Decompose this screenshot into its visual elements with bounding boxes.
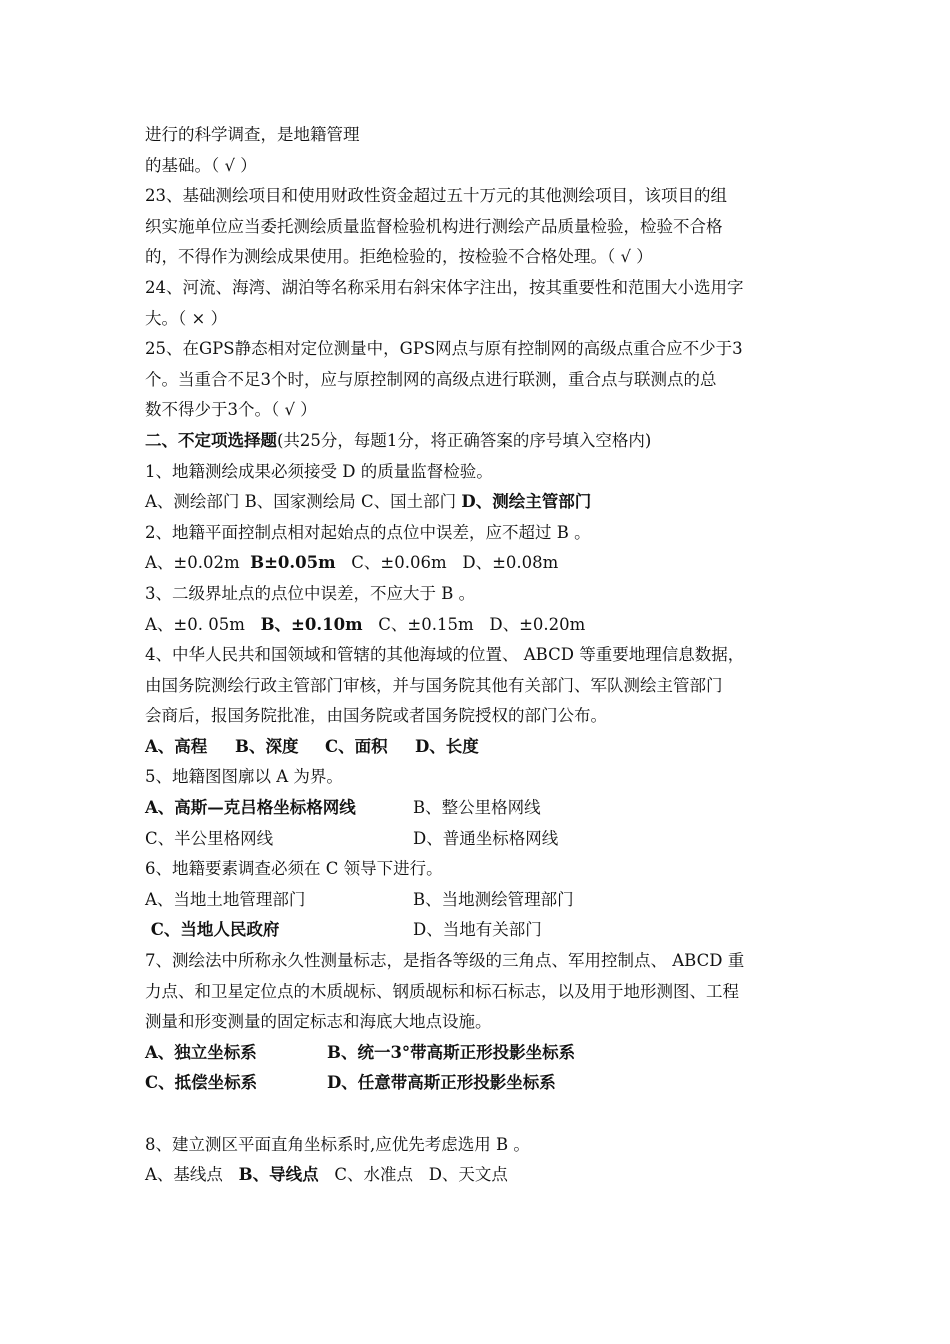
options-q5-row2 [145, 824, 810, 855]
question-5: 5、地籍图图廓以 A 为界。 [145, 767, 343, 787]
option-text: C、水准点 D、天文点 [318, 1165, 508, 1185]
options-q2 [145, 548, 810, 579]
options-q7-row1 [145, 1038, 810, 1069]
text-line: 个。当重合不足3个时，应与原控制网的高级点进行联测，重合点与联测点的总 [145, 369, 717, 389]
correct-option: D、任意带高斯正形投影坐标系 [327, 1073, 556, 1093]
correct-option: B、统一3°带高斯正形投影坐标系 [327, 1042, 576, 1062]
text-line: 由国务院测绘行政主管部门审核，并与国务院其他有关部门、军队测绘主管部门 [145, 675, 723, 695]
option-text: A、基线点 [145, 1165, 239, 1185]
text-line: 会商后，报国务院批准，由国务院或者国务院授权的部门公布。 [145, 706, 607, 726]
option-text: C、±0.06m D、±0.08m [335, 553, 559, 573]
text-line: 大。（ × ） [145, 308, 228, 328]
question-7: 7、测绘法中所称永久性测量标志，是指各等级的三角点、军用控制点、 ABCD 重 [145, 951, 745, 971]
correct-option: C、当地人民政府 [145, 920, 280, 940]
correct-option: A、高程 [145, 736, 208, 756]
option-text: B、当地测绘管理部门 [413, 889, 574, 909]
options-q7-row2 [145, 1068, 810, 1099]
option-text: A、±0.02m [145, 553, 251, 573]
options-q5-row1 [145, 793, 810, 824]
option-text: B、整公里格网线 [413, 798, 541, 818]
option-text: A、当地土地管理部门 [145, 889, 306, 909]
option-text: D、普通坐标格网线 [413, 828, 559, 848]
text-line: 的基础。（ √ ） [145, 155, 257, 175]
options-q8 [145, 1160, 810, 1191]
document-body [145, 120, 810, 1191]
question-23: 23、基础测绘项目和使用财政性资金超过五十万元的其他测绘项目，该项目的组 [145, 186, 727, 206]
correct-option: A、高斯—克吕格坐标格网线 [145, 798, 356, 818]
blank-line [145, 1099, 810, 1130]
correct-option: C、抵偿坐标系 [145, 1073, 258, 1093]
correct-option: B、深度 [235, 736, 299, 756]
question-1: 1、地籍测绘成果必须接受 D 的质量监督检验。 [145, 461, 493, 481]
question-4: 4、中华人民共和国领域和管辖的其他海域的位置、 ABCD 等重要地理信息数据， [145, 645, 745, 665]
text-line: 力点、和卫星定位点的木质觇标、钢质觇标和标石标志，以及用于地形测图、工程 [145, 981, 739, 1001]
option-text: C、半公里格网线 [145, 828, 274, 848]
question-2: 2、地籍平面控制点相对起始点的点位中误差，应不超过 B 。 [145, 522, 591, 542]
option-text: A、±0. 05m [145, 614, 261, 634]
correct-option: A、独立坐标系 [145, 1042, 257, 1062]
section-instructions: (共25分，每题1分，将正确答案的序号填入空格内) [277, 430, 652, 450]
section-heading [145, 426, 810, 457]
question-6: 6、地籍要素调查必须在 C 领导下进行。 [145, 859, 443, 879]
question-8: 8、建立测区平面直角坐标系时,应优先考虑选用 B 。 [145, 1134, 530, 1154]
option-text: A、测绘部门 B、国家测绘局 C、国土部门 [145, 492, 462, 512]
correct-option: D、测绘主管部门 [461, 492, 592, 512]
question-24: 24、河流、海湾、湖泊等名称采用右斜宋体字注出，按其重要性和范围大小选用字 [145, 277, 744, 297]
options-q6-row2 [145, 915, 810, 946]
options-q6-row1 [145, 885, 810, 916]
text-line: 织实施单位应当委托测绘质量监督检验机构进行测绘产品质量检验，检验不合格 [145, 216, 723, 236]
question-3: 3、二级界址点的点位中误差，不应大于 B 。 [145, 583, 476, 603]
options-q4 [145, 732, 810, 763]
correct-option: D、长度 [415, 736, 479, 756]
section-title: 二、不定项选择题 [145, 430, 277, 450]
text-line: 的，不得作为测绘成果使用。拒绝检验的，按检验不合格处理。（ √ ） [145, 247, 653, 267]
text-line: 进行的科学调查，是地籍管理 [145, 125, 360, 144]
question-25: 25、在GPS静态相对定位测量中，GPS网点与原有控制网的高级点重合应不少于3 [145, 339, 743, 359]
options-q1 [145, 487, 810, 518]
options-q3 [145, 610, 810, 641]
correct-option: B、导线点 [238, 1165, 319, 1185]
correct-option: C、面积 [325, 736, 388, 756]
correct-option: B±0.05m [250, 553, 336, 573]
text-line: 数不得少于3个。（ √ ） [145, 400, 317, 420]
option-text: D、当地有关部门 [413, 920, 542, 940]
option-text: C、±0.15m D、±0.20m [362, 614, 586, 634]
text-line: 测量和形变测量的固定标志和海底大地点设施。 [145, 1012, 492, 1032]
correct-option: B、±0.10m [260, 614, 363, 634]
